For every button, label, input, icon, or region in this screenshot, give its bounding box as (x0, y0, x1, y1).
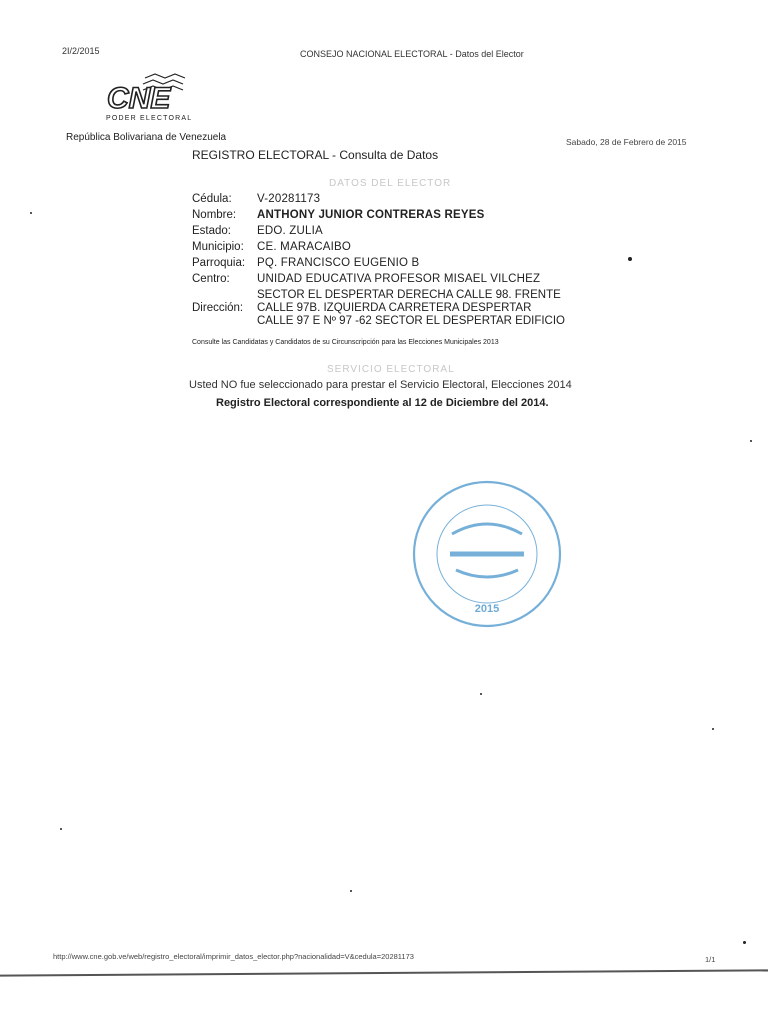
estado-value: EDO. ZULIA (257, 225, 323, 237)
candidates-note: Consulte las Candidatas y Candidatos de su Circunscripción para las Elecciones Municipales 2013 (192, 339, 499, 346)
country-name: República Bolivariana de Venezuela (66, 132, 227, 143)
faded-heading-elector: DATOS DEL ELECTOR (329, 178, 452, 189)
municipio-label: Municipio: (192, 241, 244, 253)
consult-date: Sabado, 28 de Febrero de 2015 (566, 137, 687, 147)
direccion-line-3: CALLE 97 E Nº 97 -62 SECTOR EL DESPERTAR EDIFICIO (257, 315, 565, 327)
parroquia-label: Parroquia: (192, 257, 246, 269)
scan-edge-line (0, 969, 768, 976)
section-title: REGISTRO ELECTORAL - Consulta de Datos (192, 148, 439, 162)
nombre-value: ANTHONY JUNIOR CONTRERAS REYES (257, 209, 485, 221)
faded-heading-service: SERVICIO ELECTORAL (327, 364, 455, 375)
page-number: 1/1 (705, 955, 716, 964)
stamp-year: 2015 (474, 603, 500, 615)
nombre-label: Nombre: (192, 209, 237, 221)
direccion-line-2: CALLE 97B. IZQUIERDA CARRETERA DESPERTAR (257, 302, 532, 314)
scan-speck (750, 440, 752, 442)
direccion-line-1: SECTOR EL DESPERTAR DERECHA CALLE 98. FRENTE (257, 289, 561, 301)
estado-label: Estado: (192, 225, 231, 237)
scan-speck (350, 890, 352, 892)
centro-value: UNIDAD EDUCATIVA PROFESOR MISAEL VILCHEZ (257, 273, 541, 285)
cedula-value: V-20281173 (257, 193, 321, 205)
source-url[interactable]: http://www.cne.gob.ve/web/registro_electoral/imprimir_datos_elector.php?nacionalidad=V&cedula=20281173 (53, 952, 414, 961)
logo-text: CNE (107, 82, 171, 115)
direccion-label: Dirección: (192, 302, 244, 314)
registry-date-line: Registro Electoral correspondiente al 12 de Diciembre del 2014. (216, 397, 549, 409)
official-stamp (410, 478, 564, 630)
logo-subtitle: PODER ELECTORAL (106, 115, 193, 122)
scan-speck (712, 728, 714, 730)
scan-speck (743, 941, 746, 944)
scan-speck (60, 828, 62, 830)
municipio-value: CE. MARACAIBO (257, 241, 351, 253)
centro-label: Centro: (192, 273, 230, 285)
scan-speck (30, 212, 32, 214)
parroquia-value: PQ. FRANCISCO EUGENIO B (257, 257, 420, 269)
scan-speck (480, 693, 482, 695)
print-date: 2I/2/2015 (62, 46, 100, 56)
cedula-label: Cédula: (192, 193, 232, 205)
page-header-title: CONSEJO NACIONAL ELECTORAL - Datos del Elector (300, 49, 524, 59)
electoral-service-status: Usted NO fue seleccionado para prestar el Servicio Electoral, Elecciones 2014 (189, 379, 572, 391)
scan-speck (628, 257, 632, 261)
